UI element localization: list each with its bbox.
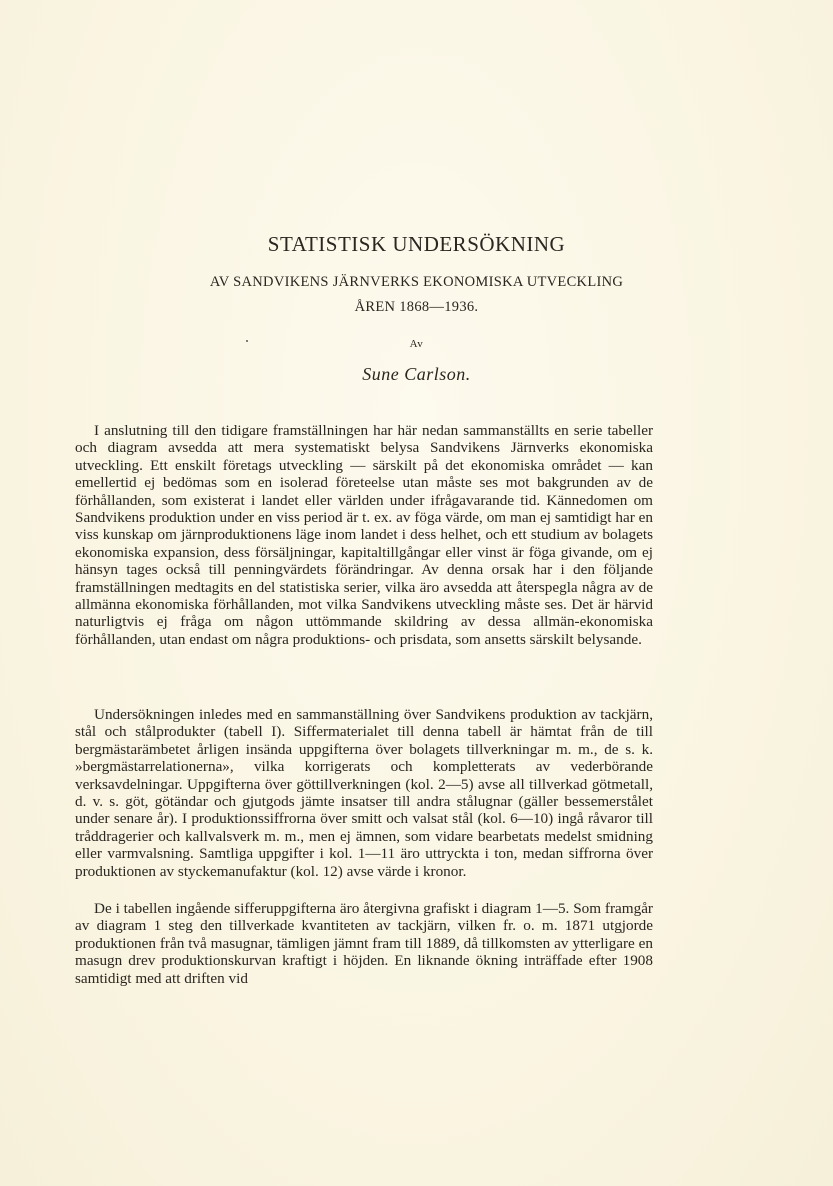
document-title: STATISTISK UNDERSÖKNING (267, 232, 566, 256)
body-paragraph: Undersökningen inledes med en sammanställning över Sandvikens produktion av tackjärn, stål och stålprodukter (tabell I). Siffermaterialet till denna tabell är hämtat från de till bergmästarämbetet årligen insända uppgifterna över bolagets tillverkningar m. m., de s. k. »bergmästarrelationerna», vilka korrigerats och kompletterats av vederbörande verksavdelningar. Uppgifterna över göttillverkningen (kol. 2—5) avse all tillverkad götmetall, d. v. s. göt, götändar och gjutgods jämte insatser till andra stålugnar (gäller bessemerstålet under senare år). I produktionssiffrorna över smitt och valsat stål (kol. 6—10) ingå råvaror till tråddragerier och kallvalsverk m. m., men ej ämnen, som vidare bearbetats medelst smidning eller varmvalsning. Samtliga uppgifter i kol. 1—11 äro uttryckta i ton, medan siffrorna över produktionen av styckemanufaktur (kol. 12) avse värde i kronor. (75, 706, 653, 880)
author-name: Sune Carlson. (362, 364, 471, 384)
document-subtitle: AV SANDVIKENS JÄRNVERKS EKONOMISKA UTVECKLING (209, 274, 624, 290)
body-paragraph: De i tabellen ingående sifferuppgifterna äro återgivna grafiskt i diagram 1—5. Som framgår av diagram 1 steg den tillverkade kvantiteten av tackjärn, vilken fr. o. m. 1871 utgjorde produktionen från två masugnar, tämligen jämnt fram till 1889, då tillkomsten av ytterligare en masugn drev produktionskurvan kraftigt i höjden. En liknande ökning inträffade efter 1908 samtidigt med att driften vid (75, 900, 653, 987)
body-paragraph: I anslutning till den tidigare framställningen har här nedan sammanställts en serie tabeller och diagram avsedda att mera systematiskt belysa Sandvikens Järnverks ekonomiska utveckling. Ett enskilt företags utveckling — särskilt på det ekonomiska området — kan emellertid ej bedömas som en isolerad företeelse utan måste ses mot bakgrunden av de förhållanden, som existerat i landet eller världen under ifrågavarande tid. Kännedomen om Sandvikens produktion under en viss period är t. ex. av föga värde, om man ej samtidigt har en viss kunskap om järnproduktionens läge inom landet i dess helhet, och ett studium av bolagets ekonomiska expansion, dess försäljningar, kapitaltillgångar eller vinst är föga givande, om ej hänsyn tages också till penningvärdets förändringar. Av denna orsak har i den följande framställningen medtagits en del statistiska serier, vilka äro avsedda att återspegla några av de allmänna ekonomiska förhållanden, mot vilka Sandvikens utveckling måste ses. Det är härvid naturligtvis ej fråga om någon uttömmande skildring av dessa allmän-ekonomiska förhållanden, utan endast om några produktions- och prisdata, som ansetts särskilt belysande. (75, 422, 653, 648)
document-years: ÅREN 1868—1936. (354, 299, 479, 315)
byline-label: Av (409, 338, 424, 350)
